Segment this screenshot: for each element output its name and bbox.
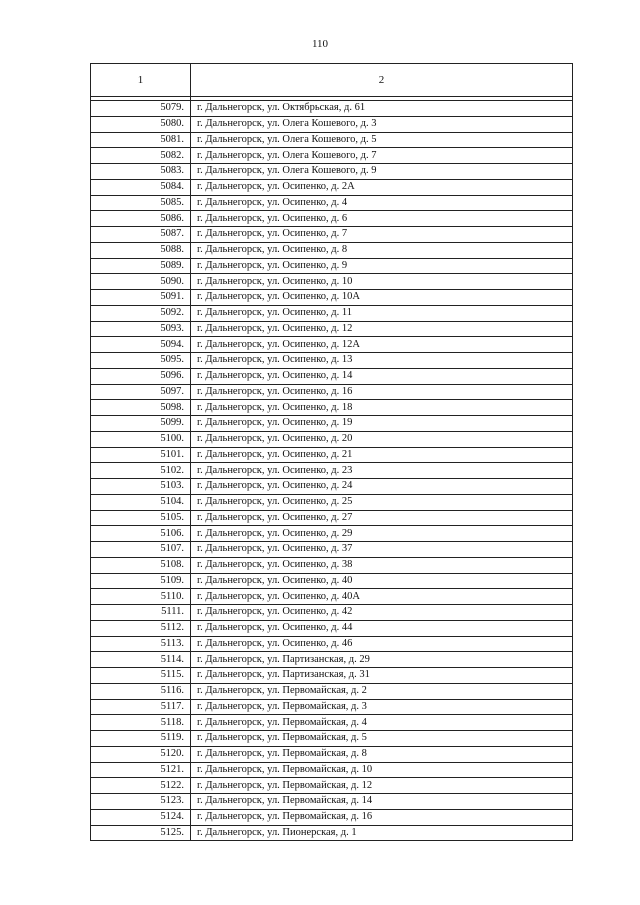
row-number: 5097.: [91, 384, 191, 400]
table-row: [91, 337, 573, 353]
row-address: г. Дальнегорск, ул. Осипенко, д. 19: [191, 416, 573, 432]
row-address: г. Дальнегорск, ул. Осипенко, д. 10: [191, 274, 573, 290]
row-number: 5122.: [91, 778, 191, 794]
row-address: г. Дальнегорск, ул. Первомайская, д. 2: [191, 683, 573, 699]
row-number: 5079.: [91, 101, 191, 117]
row-address: г. Дальнегорск, ул. Пионерская, д. 1: [191, 825, 573, 841]
table-row: [91, 809, 573, 825]
row-address: г. Дальнегорск, ул. Осипенко, д. 38: [191, 557, 573, 573]
row-number: 5101.: [91, 447, 191, 463]
row-number: 5100.: [91, 431, 191, 447]
row-number: 5080.: [91, 116, 191, 132]
row-number: 5105.: [91, 510, 191, 526]
table-row: [91, 636, 573, 652]
row-address: г. Дальнегорск, ул. Первомайская, д. 3: [191, 699, 573, 715]
row-number: 5094.: [91, 337, 191, 353]
row-address: г. Дальнегорск, ул. Первомайская, д. 4: [191, 715, 573, 731]
row-address: г. Дальнегорск, ул. Осипенко, д. 12: [191, 321, 573, 337]
row-address: г. Дальнегорск, ул. Осипенко, д. 27: [191, 510, 573, 526]
table-row: [91, 573, 573, 589]
row-number: 5116.: [91, 683, 191, 699]
row-address: г. Дальнегорск, ул. Осипенко, д. 21: [191, 447, 573, 463]
table-row: [91, 258, 573, 274]
row-address: г. Дальнегорск, ул. Осипенко, д. 12А: [191, 337, 573, 353]
table-row: [91, 557, 573, 573]
table-row: [91, 290, 573, 306]
row-address: г. Дальнегорск, ул. Осипенко, д. 8: [191, 242, 573, 258]
row-address: г. Дальнегорск, ул. Осипенко, д. 6: [191, 211, 573, 227]
row-number: 5111.: [91, 605, 191, 621]
row-address: г. Дальнегорск, ул. Осипенко, д. 25: [191, 494, 573, 510]
row-address: г. Дальнегорск, ул. Осипенко, д. 20: [191, 431, 573, 447]
table-row: [91, 620, 573, 636]
row-number: 5082.: [91, 148, 191, 164]
row-number: 5108.: [91, 557, 191, 573]
table-row: [91, 132, 573, 148]
table-row: [91, 510, 573, 526]
row-address: г. Дальнегорск, ул. Осипенко, д. 16: [191, 384, 573, 400]
row-address: г. Дальнегорск, ул. Первомайская, д. 12: [191, 778, 573, 794]
table-row: [91, 305, 573, 321]
table-row: [91, 179, 573, 195]
row-number: 5114.: [91, 652, 191, 668]
table-row: [91, 227, 573, 243]
row-address: г. Дальнегорск, ул. Осипенко, д. 44: [191, 620, 573, 636]
row-address: г. Дальнегорск, ул. Осипенко, д. 10А: [191, 290, 573, 306]
table-row: [91, 825, 573, 841]
row-number: 5103.: [91, 479, 191, 495]
table-row: [91, 762, 573, 778]
row-number: 5098.: [91, 400, 191, 416]
row-number: 5089.: [91, 258, 191, 274]
row-address: г. Дальнегорск, ул. Осипенко, д. 40А: [191, 589, 573, 605]
table-row: [91, 353, 573, 369]
table-row: [91, 101, 573, 117]
table-row: [91, 164, 573, 180]
table-row: [91, 148, 573, 164]
row-number: 5087.: [91, 227, 191, 243]
row-address: г. Дальнегорск, ул. Первомайская, д. 16: [191, 809, 573, 825]
table-row: [91, 321, 573, 337]
row-number: 5102.: [91, 463, 191, 479]
row-number: 5091.: [91, 290, 191, 306]
row-number: 5113.: [91, 636, 191, 652]
row-number: 5099.: [91, 416, 191, 432]
row-number: 5124.: [91, 809, 191, 825]
row-address: г. Дальнегорск, ул. Осипенко, д. 11: [191, 305, 573, 321]
row-number: 5093.: [91, 321, 191, 337]
table-row: [91, 447, 573, 463]
table-row: [91, 195, 573, 211]
row-address: г. Дальнегорск, ул. Осипенко, д. 4: [191, 195, 573, 211]
address-table: [90, 63, 573, 841]
row-number: 5096.: [91, 368, 191, 384]
page-number: 110: [311, 38, 329, 50]
table-row: [91, 211, 573, 227]
row-address: г. Дальнегорск, ул. Партизанская, д. 31: [191, 668, 573, 684]
table-row: [91, 274, 573, 290]
row-number: 5110.: [91, 589, 191, 605]
row-address: г. Дальнегорск, ул. Олега Кошевого, д. 9: [191, 164, 573, 180]
row-number: 5107.: [91, 542, 191, 558]
row-address: г. Дальнегорск, ул. Осипенко, д. 9: [191, 258, 573, 274]
row-address: г. Дальнегорск, ул. Осипенко, д. 24: [191, 479, 573, 495]
table-row: [91, 715, 573, 731]
row-number: 5092.: [91, 305, 191, 321]
row-number: 5117.: [91, 699, 191, 715]
row-address: г. Дальнегорск, ул. Осипенко, д. 13: [191, 353, 573, 369]
row-number: 5088.: [91, 242, 191, 258]
row-address: г. Дальнегорск, ул. Олега Кошевого, д. 7: [191, 148, 573, 164]
row-number: 5120.: [91, 746, 191, 762]
table-row: [91, 794, 573, 810]
table-row: [91, 400, 573, 416]
row-address: г. Дальнегорск, ул. Осипенко, д. 18: [191, 400, 573, 416]
row-number: 5123.: [91, 794, 191, 810]
row-address: г. Дальнегорск, ул. Олега Кошевого, д. 5: [191, 132, 573, 148]
row-address: г. Дальнегорск, ул. Осипенко, д. 42: [191, 605, 573, 621]
table-row: [91, 463, 573, 479]
row-address: г. Дальнегорск, ул. Осипенко, д. 7: [191, 227, 573, 243]
row-number: 5083.: [91, 164, 191, 180]
table-row: [91, 746, 573, 762]
table-body: [91, 101, 573, 841]
table-row: [91, 431, 573, 447]
table-row: [91, 416, 573, 432]
table-row: [91, 778, 573, 794]
row-number: 5119.: [91, 731, 191, 747]
row-number: 5104.: [91, 494, 191, 510]
table-row: [91, 384, 573, 400]
table-row: [91, 368, 573, 384]
row-number: 5090.: [91, 274, 191, 290]
table-row: [91, 242, 573, 258]
row-address: г. Дальнегорск, ул. Осипенко, д. 14: [191, 368, 573, 384]
table-row: [91, 605, 573, 621]
table-row: [91, 494, 573, 510]
row-number: 5095.: [91, 353, 191, 369]
row-number: 5109.: [91, 573, 191, 589]
table-header-row: [91, 64, 573, 97]
row-address: г. Дальнегорск, ул. Первомайская, д. 14: [191, 794, 573, 810]
table-row: [91, 479, 573, 495]
table-row: [91, 116, 573, 132]
row-address: г. Дальнегорск, ул. Осипенко, д. 37: [191, 542, 573, 558]
table-row: [91, 526, 573, 542]
row-number: 5125.: [91, 825, 191, 841]
row-number: 5084.: [91, 179, 191, 195]
row-number: 5106.: [91, 526, 191, 542]
row-number: 5118.: [91, 715, 191, 731]
row-address: г. Дальнегорск, ул. Олега Кошевого, д. 3: [191, 116, 573, 132]
row-address: г. Дальнегорск, ул. Октябрьская, д. 61: [191, 101, 573, 117]
row-address: г. Дальнегорск, ул. Осипенко, д. 46: [191, 636, 573, 652]
row-address: г. Дальнегорск, ул. Осипенко, д. 29: [191, 526, 573, 542]
row-number: 5085.: [91, 195, 191, 211]
row-address: г. Дальнегорск, ул. Осипенко, д. 40: [191, 573, 573, 589]
column-header-number: 1: [91, 64, 191, 97]
row-number: 5121.: [91, 762, 191, 778]
table-row: [91, 652, 573, 668]
row-address: г. Дальнегорск, ул. Первомайская, д. 8: [191, 746, 573, 762]
row-address: г. Дальнегорск, ул. Осипенко, д. 2А: [191, 179, 573, 195]
table-row: [91, 731, 573, 747]
table-row: [91, 699, 573, 715]
table-row: [91, 589, 573, 605]
row-number: 5086.: [91, 211, 191, 227]
table-row: [91, 683, 573, 699]
row-address: г. Дальнегорск, ул. Первомайская, д. 10: [191, 762, 573, 778]
column-header-address: 2: [191, 64, 573, 97]
table-row: [91, 542, 573, 558]
table-row: [91, 668, 573, 684]
row-number: 5112.: [91, 620, 191, 636]
row-address: г. Дальнегорск, ул. Осипенко, д. 23: [191, 463, 573, 479]
row-address: г. Дальнегорск, ул. Партизанская, д. 29: [191, 652, 573, 668]
row-number: 5115.: [91, 668, 191, 684]
row-number: 5081.: [91, 132, 191, 148]
row-address: г. Дальнегорск, ул. Первомайская, д. 5: [191, 731, 573, 747]
